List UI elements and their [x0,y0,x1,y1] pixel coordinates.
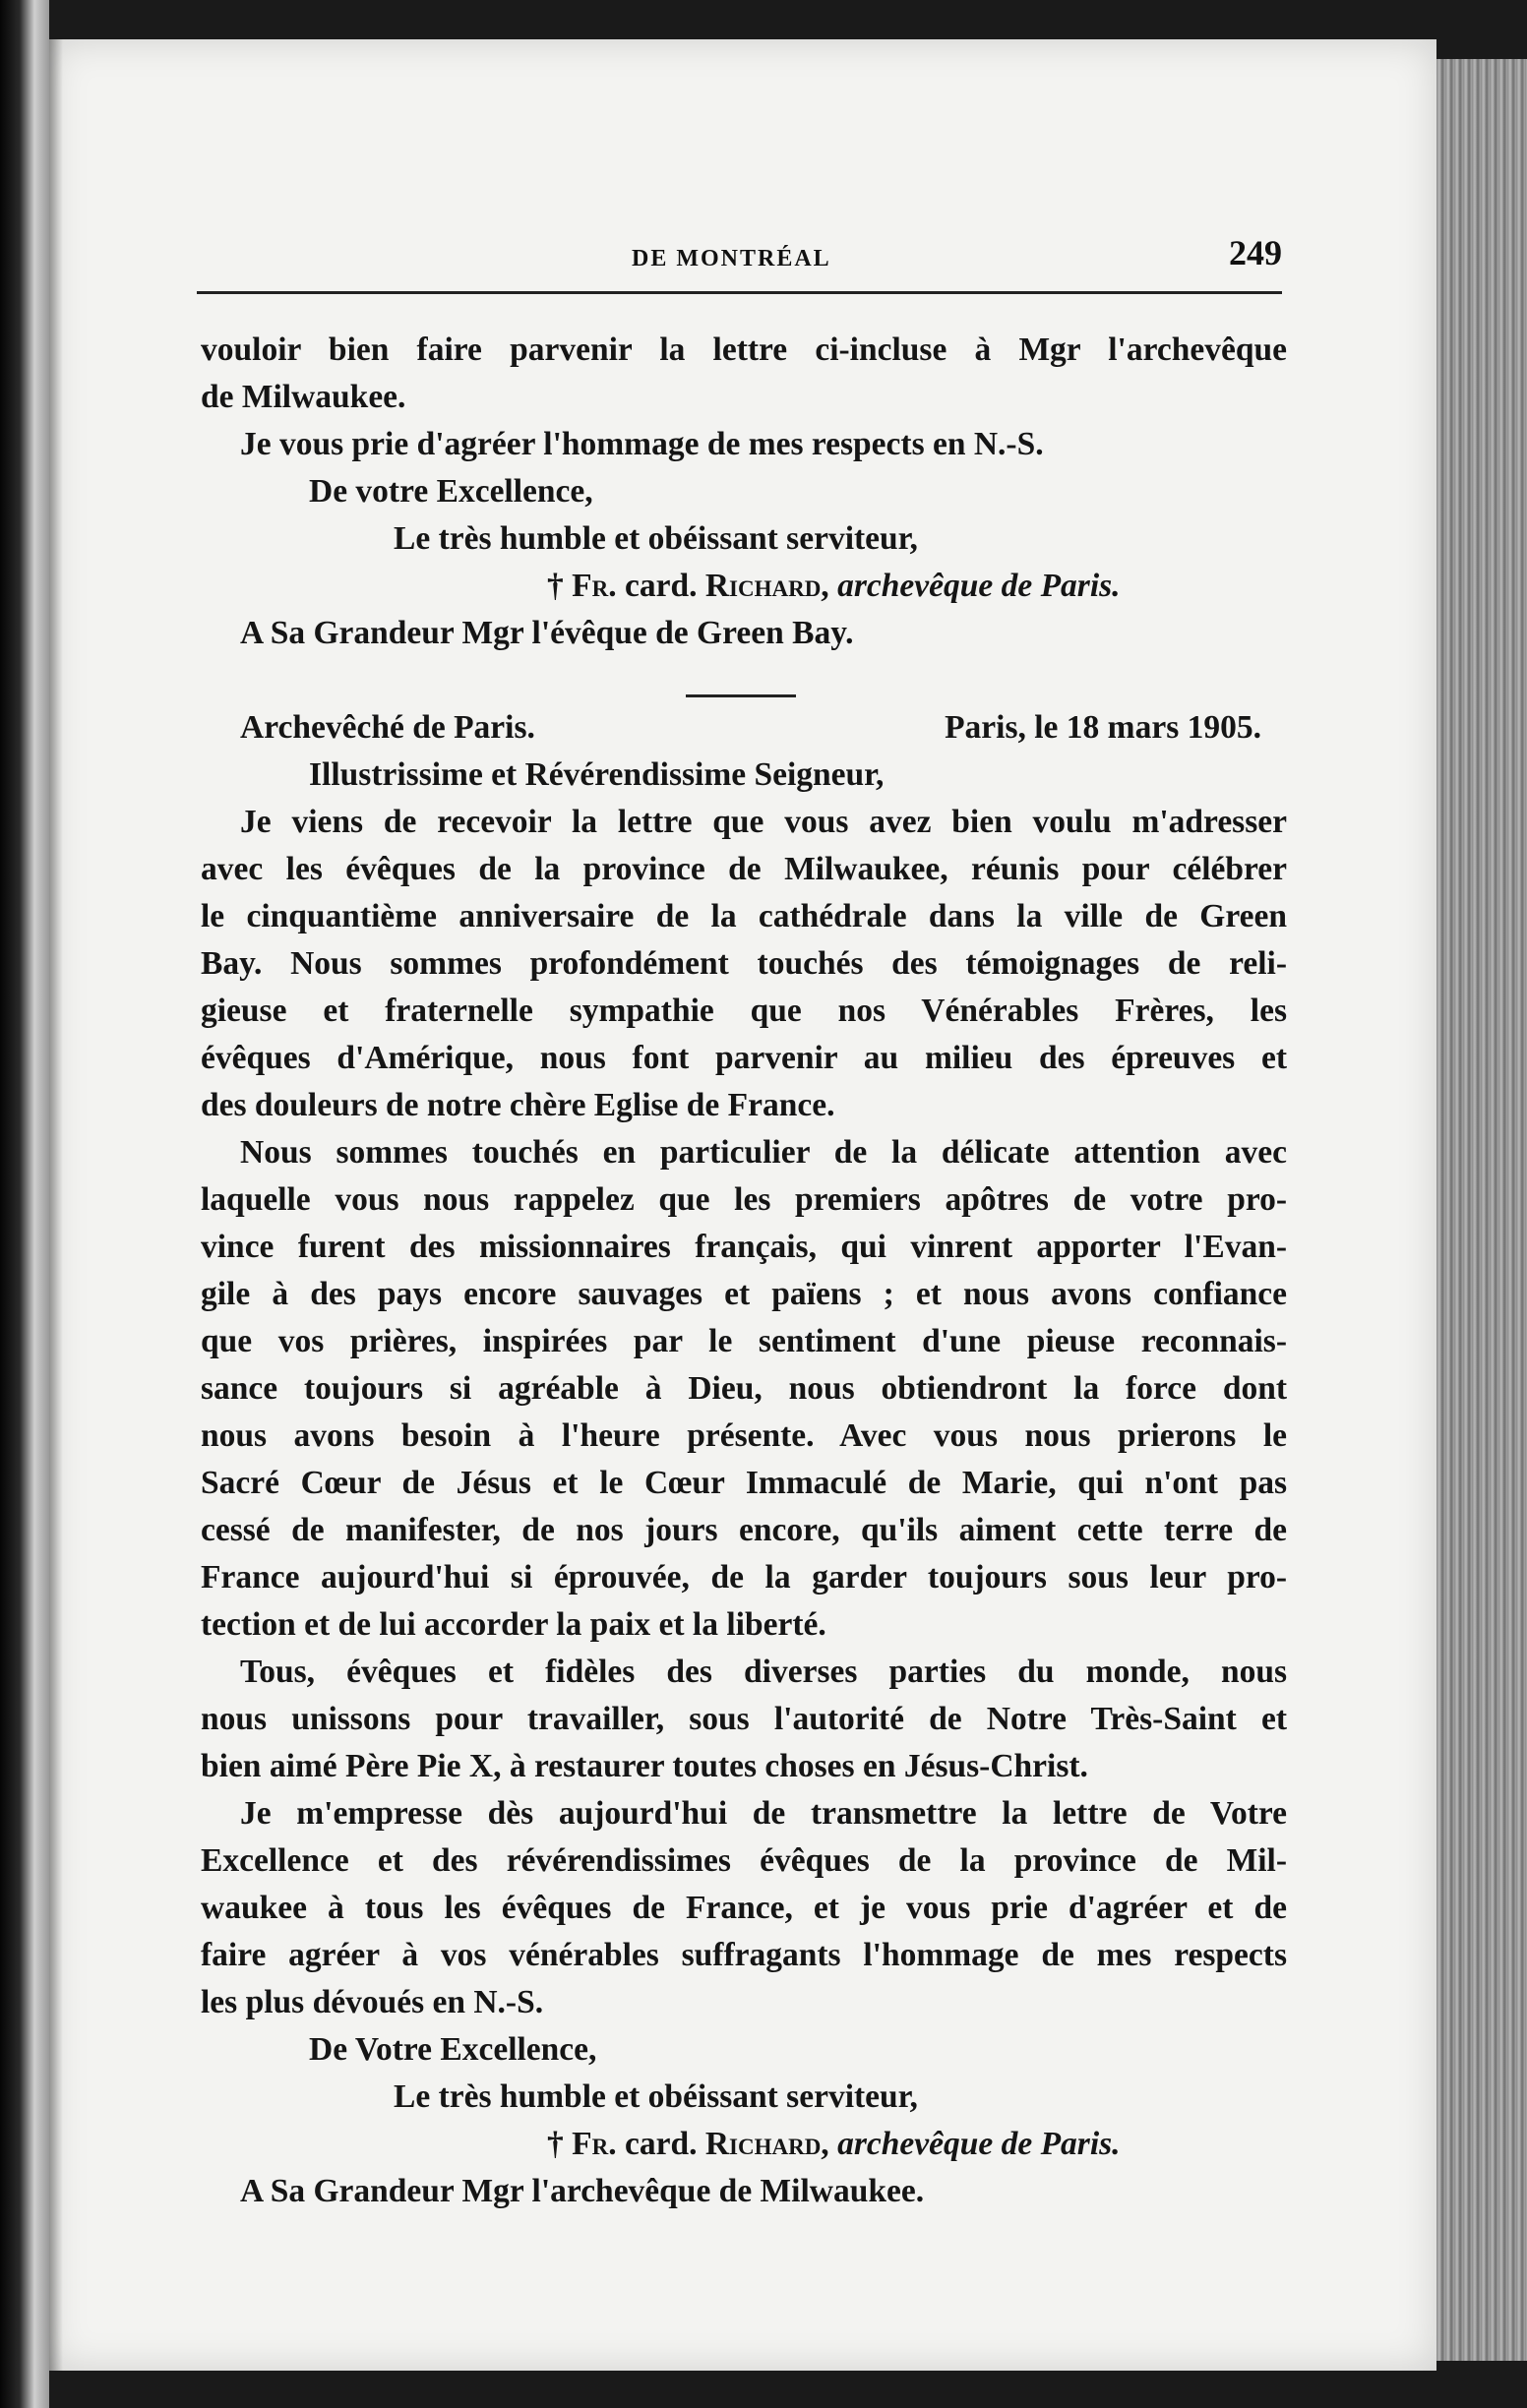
signature-fr: Fr. [572,568,617,604]
dateline [201,704,1287,752]
signature-card: card. [616,2126,705,2162]
signature-title: archevêque de Paris. [837,2126,1121,2162]
text-line: Tous, évêques et fidèles des diverses parties du monde, nous [240,1654,1287,1690]
place-line: Archevêché de Paris. [240,709,535,746]
signature-title: archevêque de Paris. [837,568,1121,604]
text-line: que vos prières, inspirées par le sentiment d'une pieuse reconnais- [201,1323,1287,1359]
addressee-line: A Sa Grandeur Mgr l'archevêque de Milwaukee. [240,2173,925,2209]
text-line: Nous sommes touchés en particulier de la délicate attention avec [240,1134,1287,1171]
text-line: Je m'empresse dès aujourd'hui de transmettre la lettre de Votre [240,1795,1287,1832]
text-line: Sacré Cœur de Jésus et le Cœur Immaculé de Marie, qui n'ont pas [201,1465,1287,1501]
running-head: DE MONTRÉAL [632,246,831,271]
text-line: sance toujours si agréable à Dieu, nous obtiendront la force dont [201,1370,1287,1407]
page-edges [1436,59,1527,2361]
text-line: Je viens de recevoir la lettre que vous avez bien voulu m'adresser [240,804,1287,840]
signature-name: Richard, [704,2126,829,2162]
text-line: des douleurs de notre chère Eglise de France. [201,1087,835,1123]
text-line: gile à des pays encore sauvages et païens ; et nous avons confiance [201,1276,1287,1312]
date-line: Paris, le 18 mars 1905. [945,709,1261,746]
text-line: vince furent des missionnaires français, qui vinrent apporter l'Evan- [201,1229,1287,1265]
text-line: de Milwaukee. [201,379,406,415]
text-line: nous avons besoin à l'heure présente. Avec vous nous prierons le [201,1417,1287,1454]
text-line: le cinquantième anniversaire de la cathédrale dans la ville de Green [201,898,1287,934]
signature-card: card. [616,568,705,604]
text-line: waukee à tous les évêques de France, et je vous prie d'agréer et de [201,1890,1287,1926]
text-line: vouloir bien faire parvenir la lettre ci-incluse à Mgr l'archevêque [201,331,1287,368]
separator-rule [686,694,796,697]
text-line: France aujourd'hui si éprouvée, de la garder toujours sous leur pro- [201,1559,1287,1595]
addressee-line: A Sa Grandeur Mgr l'évêque de Green Bay. [240,615,854,651]
text-line: laquelle vous nous rappelez que les premiers apôtres de votre pro- [201,1181,1287,1218]
page-shadow [49,39,63,2371]
letter-2 [201,704,1287,2215]
salutation-line: Illustrissime et Révérendissime Seigneur, [309,756,885,793]
signature-name: Richard, [704,568,829,604]
signature-line [201,2121,1287,2168]
text-line: Bay. Nous sommes profondément touchés des témoignages de reli- [201,945,1287,982]
book-gutter-edge [0,0,49,2408]
header-rule [197,291,1282,294]
closing-line: De votre Excellence, [309,473,593,510]
servant-line: Le très humble et obéissant serviteur, [394,2078,918,2115]
servant-line: Le très humble et obéissant serviteur, [394,520,918,557]
text-line: Excellence et des révérendissimes évêques de la province de Mil- [201,1842,1287,1879]
signature-fr: Fr. [572,2126,617,2162]
letter-1 [201,327,1287,657]
text-line: avec les évêques de la province de Milwaukee, réunis pour célébrer [201,851,1287,887]
text-line: Je vous prie d'agréer l'hommage de mes respects en N.-S. [240,426,1044,462]
closing-line: De Votre Excellence, [309,2031,597,2068]
signature-line [201,563,1287,610]
cross-symbol: † [547,2126,564,2162]
text-line: bien aimé Père Pie X, à restaurer toutes choses en Jésus-Christ. [201,1748,1088,1784]
text-line: faire agréer à vos vénérables suffragants l'hommage de mes respects [201,1937,1287,1973]
page-number: 249 [1229,233,1282,272]
cross-symbol: † [547,568,564,604]
text-line: gieuse et fraternelle sympathie que nos Vénérables Frères, les [201,993,1287,1029]
page-header [197,226,1282,285]
text-line: nous unissons pour travailler, sous l'autorité de Notre Très-Saint et [201,1701,1287,1737]
text-line: évêques d'Amérique, nous font parvenir au milieu des épreuves et [201,1040,1287,1076]
text-line: les plus dévoués en N.-S. [201,1984,544,2020]
text-line: tection et de lui accorder la paix et la liberté. [201,1606,826,1643]
text-line: cessé de manifester, de nos jours encore, qu'ils aiment cette terre de [201,1512,1287,1548]
